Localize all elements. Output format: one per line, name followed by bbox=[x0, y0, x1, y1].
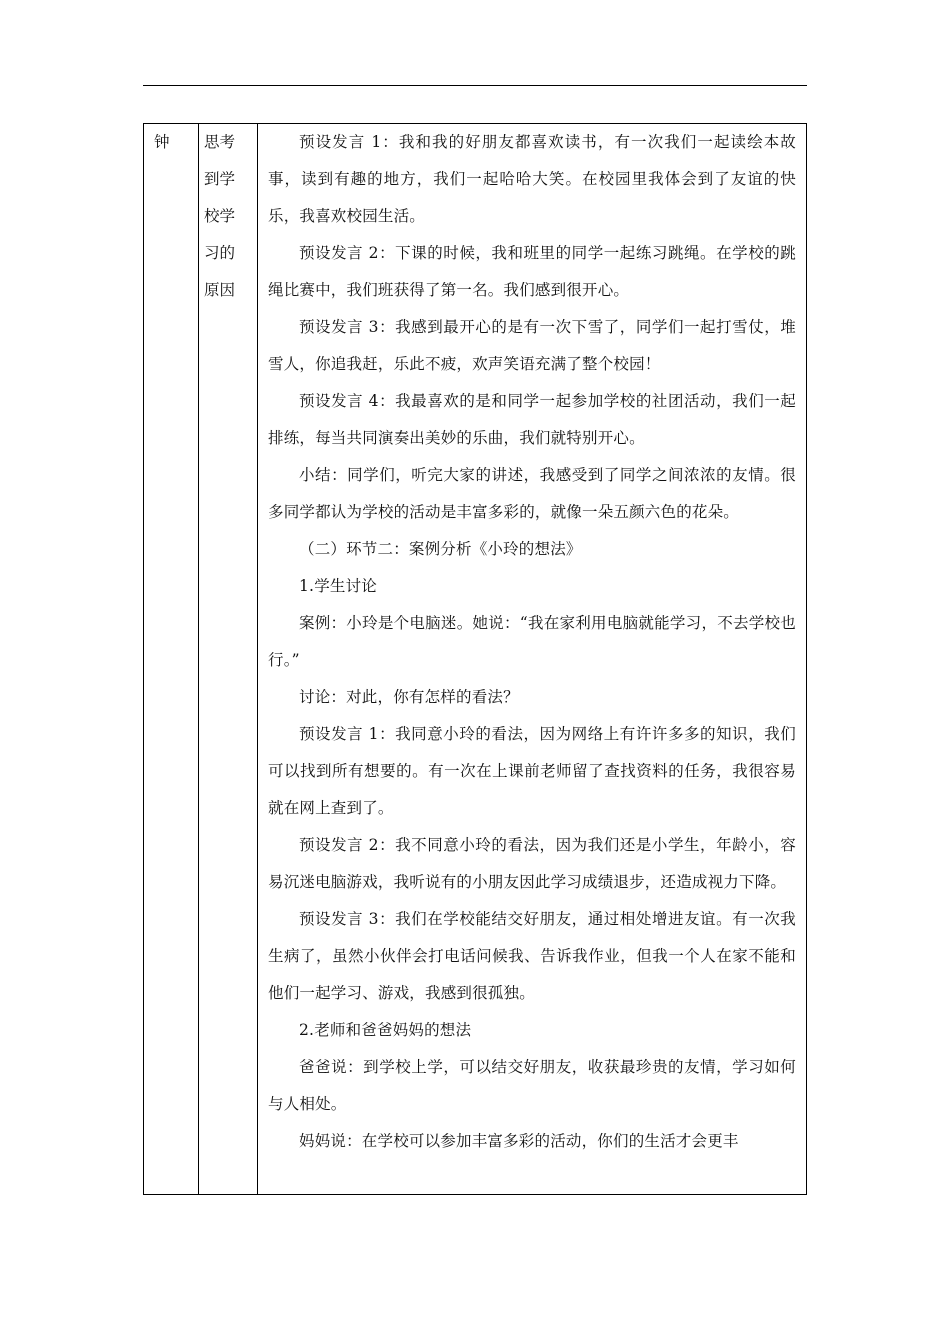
step-label-line: 原因 bbox=[204, 281, 236, 299]
paragraph-case: 案例：小玲是个电脑迷。她说：“我在家利用电脑就能学习，不去学校也行。” bbox=[268, 614, 796, 669]
time-label: 钟 bbox=[154, 133, 170, 151]
paragraph-speech-3: 预设发言 3：我感到最开心的是有一次下雪了，同学们一起打雪仗，堆雪人，你追我赶，乐此不疲，欢声笑语充满了整个校园！ bbox=[268, 318, 796, 373]
paragraph-answer-2: 预设发言 2：我不同意小玲的看法，因为我们还是小学生，年龄小，容易沉迷电脑游戏，我听说有的小朋友因此学习成绩退步，还造成视力下降。 bbox=[268, 836, 796, 891]
step-label-line: 习的 bbox=[204, 244, 236, 262]
paragraph-speech-2: 预设发言 2：下课的时候，我和班里的同学一起练习跳绳。在学校的跳绳比赛中，我们班获得了第一名。我们感到很开心。 bbox=[268, 244, 796, 299]
paragraph-answer-3: 预设发言 3：我们在学校能结交好朋友，通过相处增进友谊。有一次我生病了，虽然小伙伴会打电话问候我、告诉我作业，但我一个人在家不能和他们一起学习、游戏，我感到很孤独。 bbox=[268, 910, 796, 1002]
paragraph-mother: 妈妈说：在学校可以参加丰富多彩的活动，你们的生活才会更丰 bbox=[299, 1132, 739, 1150]
content-body bbox=[258, 124, 806, 1160]
paragraph-father: 爸爸说：到学校上学，可以结交好朋友，收获最珍贵的友情，学习如何与人相处。 bbox=[268, 1058, 796, 1113]
paragraph-question: 讨论：对此，你有怎样的看法？ bbox=[299, 688, 519, 706]
paragraph-speech-4: 预设发言 4：我最喜欢的是和同学一起参加学校的社团活动，我们一起排练，每当共同演奏出美妙的乐曲，我们就特别开心。 bbox=[268, 392, 796, 447]
step-label-line: 到学 bbox=[204, 170, 236, 188]
subheading-parents: 2.老师和爸爸妈妈的想法 bbox=[299, 1021, 472, 1039]
step-label bbox=[199, 124, 257, 309]
step-label-line: 思考 bbox=[204, 133, 236, 151]
section-heading: （二）环节二：案例分析《小玲的想法》 bbox=[299, 540, 582, 558]
step-label-line: 校学 bbox=[204, 207, 236, 225]
content-cell bbox=[258, 124, 807, 1195]
lesson-plan-table bbox=[143, 123, 807, 1195]
paragraph-summary: 小结：同学们，听完大家的讲述，我感受到了同学之间浓浓的友情。很多同学都认为学校的活动是丰富多彩的，就像一朵五颜六色的花朵。 bbox=[268, 466, 796, 521]
subheading-discussion: 1.学生讨论 bbox=[299, 577, 377, 595]
paragraph-answer-1: 预设发言 1：我同意小玲的看法，因为网络上有许许多多的知识，我们可以找到所有想要的。有一次在上课前老师留了查找资料的任务，我很容易就在网上查到了。 bbox=[268, 725, 796, 817]
time-cell bbox=[144, 124, 199, 1195]
paragraph-speech-1: 预设发言 1：我和我的好朋友都喜欢读书，有一次我们一起读绘本故事，读到有趣的地方，我们一起哈哈大笑。在校园里我体会到了友谊的快乐，我喜欢校园生活。 bbox=[268, 133, 796, 225]
step-cell bbox=[199, 124, 258, 1195]
header-rule bbox=[143, 85, 807, 86]
table-row bbox=[144, 124, 807, 1195]
